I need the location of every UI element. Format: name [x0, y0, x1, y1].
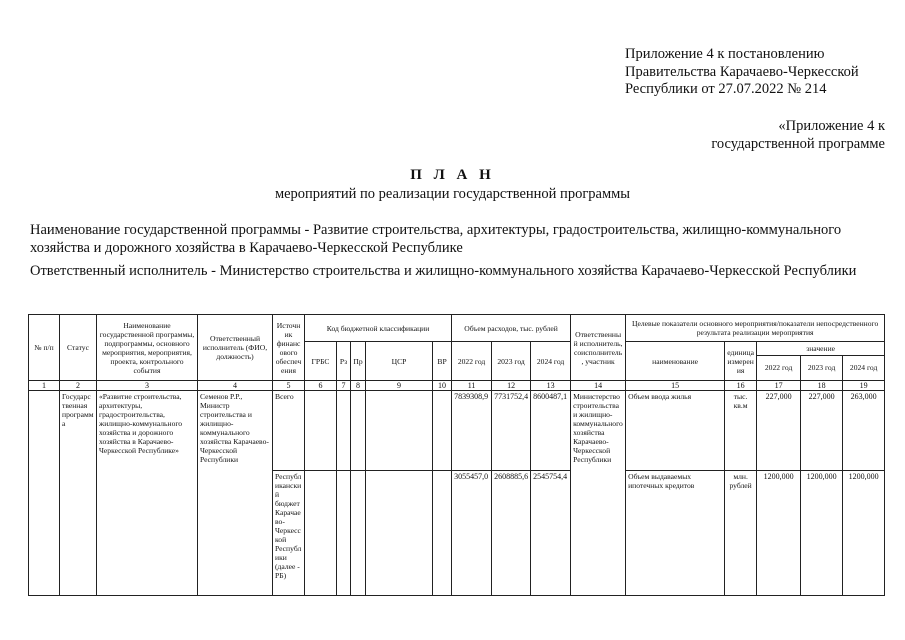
column-number-row [29, 381, 885, 391]
header-budget-code: Код бюджетной классификации [305, 315, 452, 342]
col-number: 4 [198, 381, 273, 391]
quote-line-1: «Приложение 4 к [778, 118, 885, 134]
cell-pr [351, 471, 366, 596]
cell-exp-2022: 7839308,9 [452, 391, 492, 471]
cell-csr [366, 471, 433, 596]
header-grbs: ГРБС [305, 342, 337, 381]
cell-num [29, 391, 60, 596]
cell-unit: млн. рублей [725, 471, 757, 596]
header-pr: Пр [351, 342, 366, 381]
header-expenses: Объем расходов, тыс. рублей [452, 315, 571, 342]
header-num: № п/п [29, 315, 60, 381]
col-number: 8 [351, 381, 366, 391]
cell-rz [337, 391, 351, 471]
cell-exp-2023: 7731752,4 [492, 391, 531, 471]
cell-val-2022: 1200,000 [757, 471, 801, 596]
col-number: 9 [366, 381, 433, 391]
program-name: Наименование государственной программы - Развитие строительства, архитектуры, градостроительства, жилищно-коммунального хозяйства и дорожного хозяйства в Карачаево-Черкесской Республике [30, 222, 842, 256]
cell-val-2024: 1200,000 [843, 471, 885, 596]
table-row [29, 391, 885, 471]
cell-ind-name: Объем выдаваемых ипотечных кредитов [626, 471, 725, 596]
appendix-quote [711, 118, 885, 153]
quote-line-2: государственной программе [711, 135, 885, 152]
cell-source: Всего [273, 391, 305, 471]
cell-val-2023: 1200,000 [801, 471, 843, 596]
header-vr: ВР [433, 342, 452, 381]
cell-exp-2022: 3055457,0 [452, 471, 492, 596]
cell-pr [351, 391, 366, 471]
header-val-2022: 2022 год [757, 356, 801, 380]
appendix-line-2: Правительства Карачаево-Черкесской [625, 63, 859, 80]
col-number: 6 [305, 381, 337, 391]
header-val-2024: 2024 год [849, 363, 878, 372]
appendix-line-3: Республики от 27.07.2022 № 214 [625, 81, 827, 97]
header-ind-name: наименование [626, 342, 725, 381]
col-number: 2 [60, 381, 97, 391]
cell-ind-name: Объем ввода жилья [626, 391, 725, 471]
col-number: 18 [801, 381, 843, 391]
header-source: Источник финансового обеспечения [273, 315, 305, 381]
col-number: 7 [337, 381, 351, 391]
col-number: 11 [452, 381, 492, 391]
cell-status: Государственная программа [60, 391, 97, 596]
cell-val-2023: 227,000 [801, 391, 843, 471]
col-number: 5 [273, 381, 305, 391]
col-number: 1 [29, 381, 60, 391]
cell-rz [337, 471, 351, 596]
plan-table [28, 314, 885, 596]
cell-exp-2024: 2545754,4 [531, 471, 571, 596]
cell-unit: тыс. кв.м [725, 391, 757, 471]
document-title: П Л А Н [410, 167, 495, 183]
responsible-executor: Ответственный исполнитель - Министерство строительства и жилищно-коммунального хозяйства Карачаево-Черкесской Республики [30, 263, 857, 279]
header-status: Статус [60, 315, 97, 381]
appendix-header [625, 46, 859, 99]
col-number: 10 [433, 381, 452, 391]
col-number: 17 [757, 381, 801, 391]
header-val-2023: 2023 год [801, 356, 843, 380]
header-value: значение [757, 342, 884, 356]
header-values [757, 342, 885, 381]
cell-exp-2023: 2608885,6 [492, 471, 531, 596]
cell-vr [433, 391, 452, 471]
col-number: 12 [492, 381, 531, 391]
header-coexecutor: Ответственный исполнитель, соисполнитель, участник [571, 315, 626, 381]
header-exp-2023: 2023 год [492, 342, 531, 381]
cell-exp-2024: 8600487,1 [531, 391, 571, 471]
document-subtitle: мероприятий по реализации государственной программы [274, 186, 631, 202]
cell-grbs [305, 471, 337, 596]
cell-executor: Семенов Р.Р., Министр строительства и жилищно-коммунального хозяйства Карачаево-Черкесской Республики [198, 391, 273, 596]
appendix-line-1: Приложение 4 к постановлению [625, 46, 825, 62]
header-exp-2022: 2022 год [452, 342, 492, 381]
header-csr: ЦСР [366, 342, 433, 381]
header-name: Наименование государственной программы, подпрограммы, основного мероприятия, мероприятия, проекта, контрольного события [97, 315, 198, 381]
cell-source: Республиканский бюджет Карачаево-Черкесской Республики (далее - РБ) [273, 471, 305, 596]
col-number: 14 [571, 381, 626, 391]
col-number: 19 [843, 381, 885, 391]
cell-val-2024: 263,000 [843, 391, 885, 471]
cell-coexecutor: Министерство строительства и жилищно-коммунального хозяйства Карачаево-Черкесской Республики [571, 391, 626, 596]
cell-csr [366, 391, 433, 471]
header-executor: Ответственный исполнитель (ФИО, должность) [198, 315, 273, 381]
cell-vr [433, 471, 452, 596]
cell-val-2022: 227,000 [757, 391, 801, 471]
col-number: 3 [97, 381, 198, 391]
col-number: 15 [626, 381, 725, 391]
header-unit: единица измерения [725, 342, 757, 381]
header-indicators: Целевые показатели основного мероприятия/показатели непосредственного результата реализации мероприятия [626, 315, 885, 342]
cell-grbs [305, 391, 337, 471]
cell-program-name: «Развитие строительства, архитектуры, градостроительства, жилищно-коммунального хозяйства и дорожного хозяйства в Карачаево-Черкесской Республике» [97, 391, 198, 596]
header-exp-2024: 2024 год [531, 342, 571, 381]
col-number: 13 [531, 381, 571, 391]
col-number: 16 [725, 381, 757, 391]
header-rz: Рз [337, 342, 351, 381]
